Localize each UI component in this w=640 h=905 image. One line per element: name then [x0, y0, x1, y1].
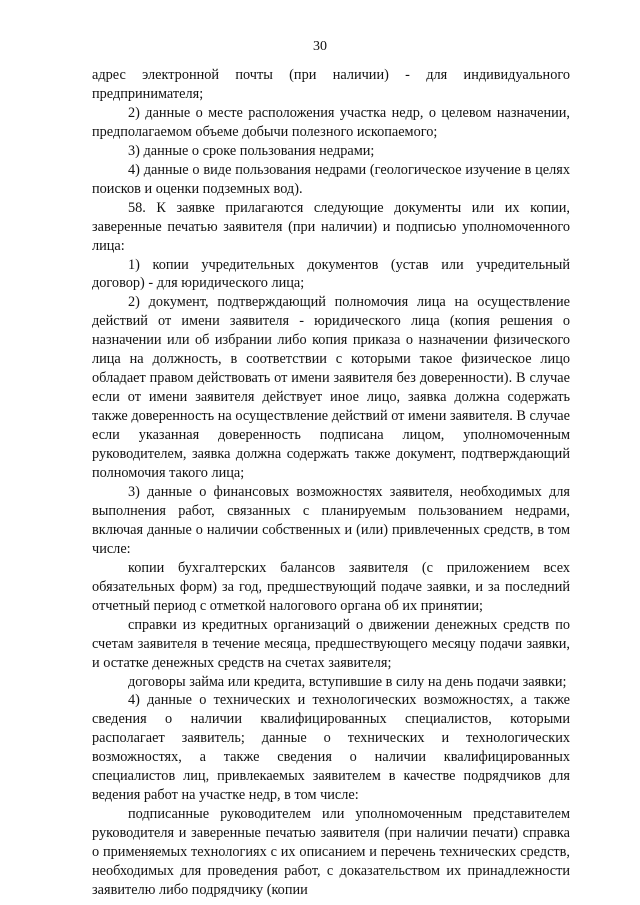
paragraph: 3) данные о финансовых возможностях заявителя, необходимых для выполнения работ, связанных с планируемым пользованием недрами, включая данные о наличии собственных и (или) привлеченных средств, в том числе: [92, 483, 570, 557]
paragraph: копии бухгалтерских балансов заявителя (с приложением всех обязательных форм) за год, предшествующий подаче заявки, и за последний отчетный период с отметкой налогового органа об их принятии; [92, 559, 570, 614]
paragraph: 4) данные о виде пользования недрами (геологическое изучение в целях поисков и оценки подземных вод). [92, 161, 570, 197]
document-body [92, 66, 570, 900]
paragraph: договоры займа или кредита, вступившие в силу на день подачи заявки; [128, 673, 567, 690]
paragraph-clause-58: 58. К заявке прилагаются следующие документы или их копии, заверенные печатью заявителя (при наличии) и подписью уполномоченного лица: [92, 199, 570, 254]
paragraph: подписанные руководителем или уполномоченным представителем руководителя и заверенные печатью заявителя (при наличии печати) справка о применяемых технологиях с их описанием и перечень технических средств, необходимых для проведения работ, с доказательством их принадлежности заявителю либо подрядчику (копии [92, 806, 570, 898]
paragraph: справки из кредитных организаций о движении денежных средств по счетам заявителя в течение месяца, предшествующего месяцу подачи заявки, и остатке денежных средств на счетах заявителя; [92, 616, 570, 671]
paragraph: 3) данные о сроке пользования недрами; [128, 142, 375, 159]
paragraph: 1) копии учредительных документов (устав или учредительный договор) - для юридического лица; [92, 256, 570, 292]
paragraph: адрес электронной почты (при наличии) - для индивидуального предпринимателя; [92, 67, 570, 102]
paragraph: 2) документ, подтверждающий полномочия лица на осуществление действий от имени заявителя - юридического лица (копия решения о назначении или об избрании либо копия приказа о назначении физического лица на должность, в соответствии с которыми такое физическое лицо обладает правом действовать от имени заявителя без доверенности). В случае если от имени заявителя действует иное лицо, заявка должна содержать также доверенность на осуществление действий от имени заявителя. В случае если указанная доверенность подписана лицом, уполномоченным руководителем, заявка должна содержать также документ, подтверждающий полномочия такого лица; [92, 294, 570, 482]
page-number: 30 [313, 39, 327, 54]
paragraph: 4) данные о технических и технологических возможностях, а также сведения о наличии квалифицированных специалистов, которыми располагает заявитель; данные о технических и технологических возможностях, а также сведения о наличии квалифицированных специалистов лиц, привлекаемых заявителем в качестве подрядчиков для ведения работ на участке недр, в том числе: [92, 692, 570, 804]
paragraph: 2) данные о месте расположения участка недр, о целевом назначении, предполагаемом объеме добычи полезного ископаемого; [92, 104, 570, 140]
